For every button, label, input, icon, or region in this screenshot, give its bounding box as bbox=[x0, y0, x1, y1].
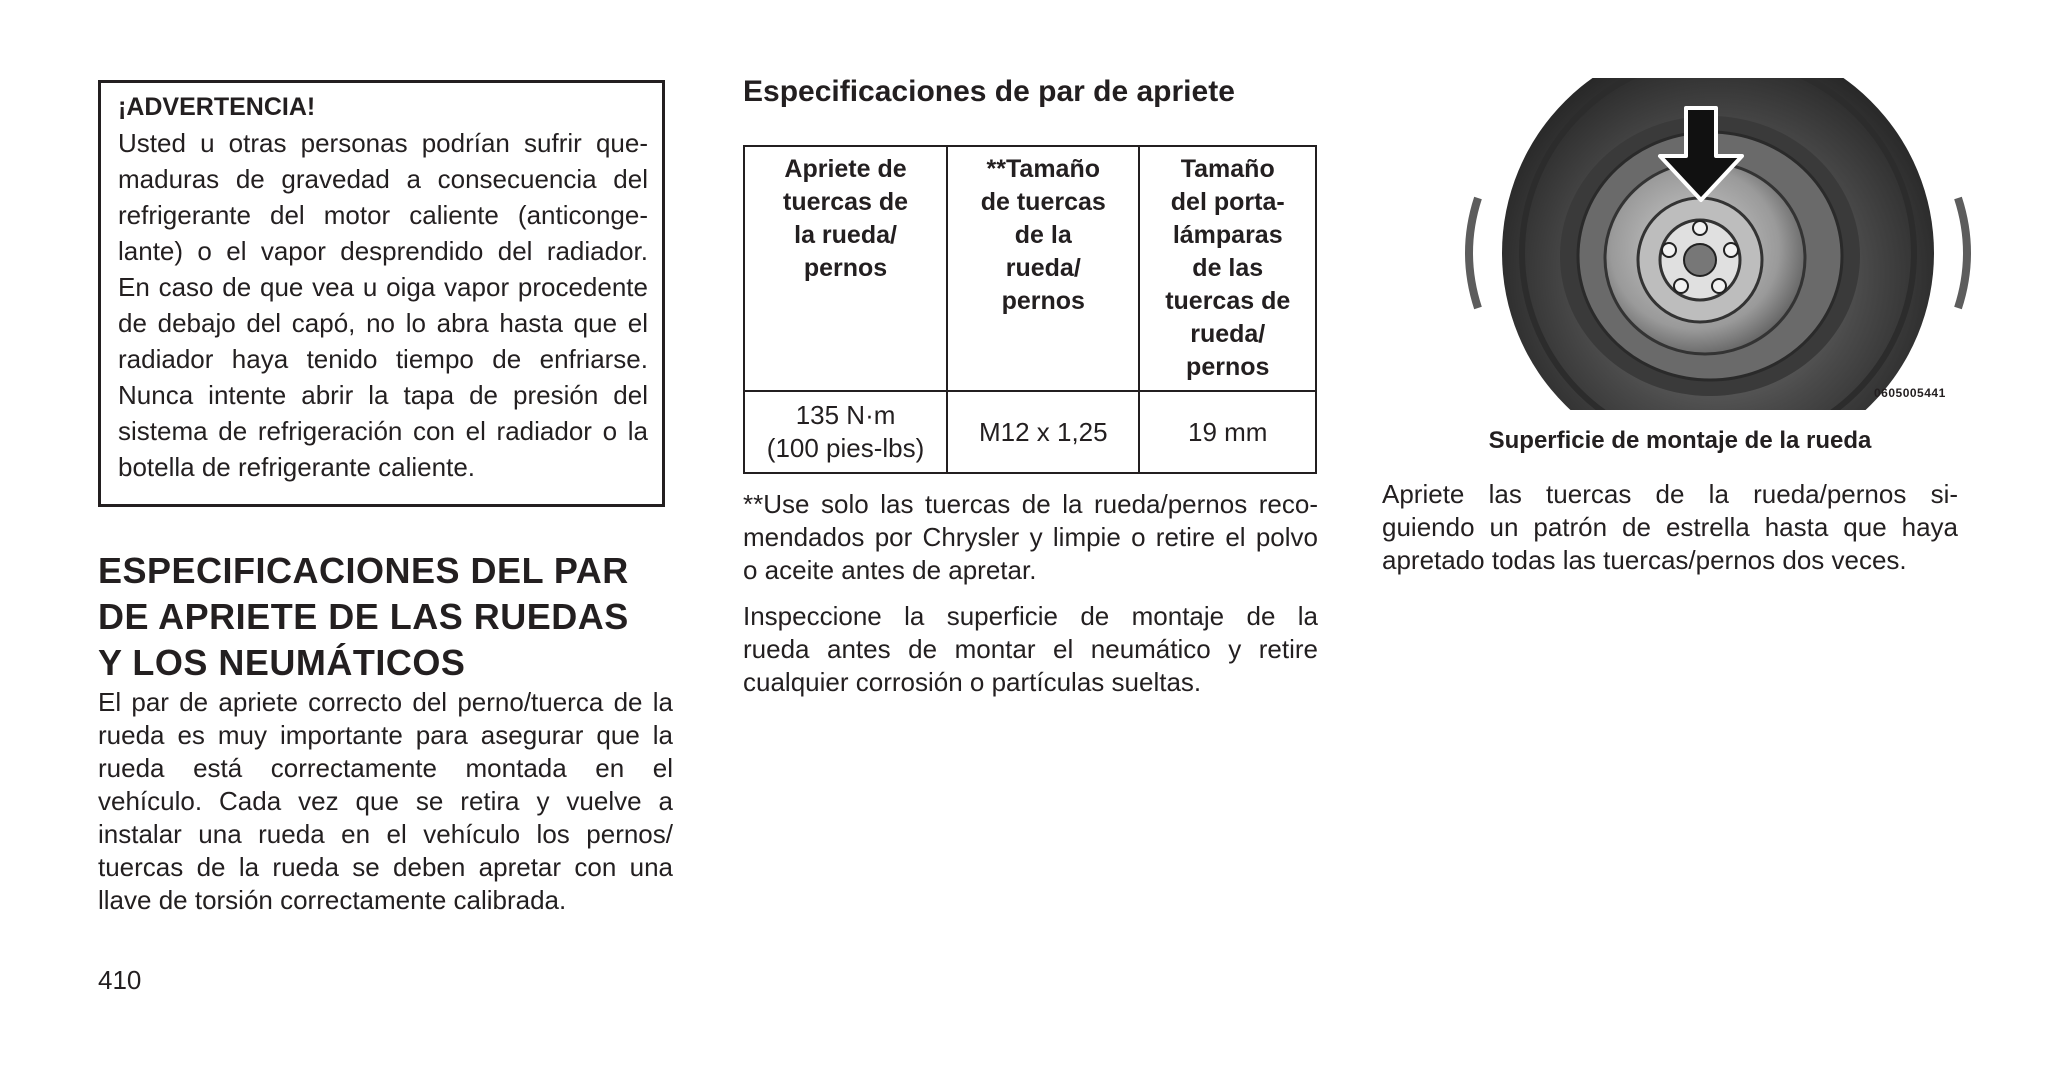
table-cell bbox=[1139, 391, 1316, 473]
header-line: la rueda/ bbox=[794, 221, 897, 249]
cell-line: (100 pies-lbs) bbox=[766, 433, 925, 463]
header-line: Tamaño bbox=[1180, 155, 1275, 183]
table-row bbox=[744, 391, 1316, 473]
header-line: de la bbox=[1014, 221, 1072, 249]
warning-line: Nunca intente abrir la tapa de presión del bbox=[118, 380, 648, 410]
para-line: apretado todas las tuercas/pernos dos veces. bbox=[1382, 545, 1907, 575]
para-line: cualquier corrosión o partículas sueltas. bbox=[743, 667, 1202, 697]
warning-line: Usted u otras personas podrían sufrir que- bbox=[118, 128, 648, 158]
spec-heading: Especificaciones de par de apriete bbox=[743, 75, 1235, 108]
header-line: del porta- bbox=[1170, 188, 1285, 216]
warning-line: sistema de refrigeración con el radiador o la bbox=[118, 416, 648, 446]
header-line: rueda/ bbox=[1190, 320, 1266, 348]
cell-line: 135 N·m bbox=[795, 400, 896, 430]
section-heading-line: DE APRIETE DE LAS RUEDAS bbox=[98, 596, 629, 637]
inspection-paragraph bbox=[743, 600, 1318, 699]
section-heading bbox=[98, 548, 678, 686]
body-line: rueda es muy importante para asegurar que la bbox=[98, 720, 673, 750]
para-line: Inspeccione la superficie de montaje de la bbox=[743, 601, 1318, 631]
header-line: pernos bbox=[1186, 353, 1270, 381]
header-line: tuercas de bbox=[1165, 287, 1291, 315]
table-cell bbox=[947, 391, 1139, 473]
note-line: o aceite antes de apretar. bbox=[743, 555, 1037, 585]
body-line: tuercas de la rueda se deben apretar con una bbox=[98, 852, 673, 882]
page-number: 410 bbox=[98, 965, 142, 995]
body-line: instalar una rueda en el vehículo los pernos/ bbox=[98, 819, 673, 849]
para-line: rueda antes de montar el neumático y retire bbox=[743, 634, 1318, 664]
section-heading-line: Y LOS NEUMÁTICOS bbox=[98, 642, 466, 683]
para-line: guiendo un patrón de estrella hasta que haya bbox=[1382, 512, 1958, 542]
body-line: El par de apriete correcto del perno/tuerca de la bbox=[98, 687, 673, 717]
note-line: mendados por Chrysler y limpie o retire el polvo bbox=[743, 522, 1318, 552]
section-body bbox=[98, 686, 673, 917]
table-header-cell bbox=[1139, 146, 1316, 391]
figure-caption: Superficie de montaje de la rueda bbox=[1488, 427, 1872, 454]
body-line: vehículo. Cada vez que se retira y vuelve a bbox=[98, 786, 673, 816]
header-line: **Tamaño bbox=[986, 155, 1100, 183]
header-line: lámparas bbox=[1172, 221, 1283, 249]
header-line: tuercas de bbox=[783, 188, 909, 216]
cell-line: M12 x 1,25 bbox=[978, 416, 1108, 447]
torque-spec-table bbox=[743, 145, 1317, 474]
header-line: de las bbox=[1192, 254, 1264, 282]
cell-line: 19 mm bbox=[1188, 416, 1268, 447]
table-header-row bbox=[744, 146, 1316, 391]
warning-title: ¡ADVERTENCIA! bbox=[118, 93, 316, 121]
tightening-paragraph bbox=[1382, 478, 1958, 577]
table-header-cell bbox=[947, 146, 1139, 391]
warning-line: En caso de que vea u oiga vapor procedente bbox=[118, 272, 648, 302]
header-line: de tuercas bbox=[980, 188, 1106, 216]
warning-line: maduras de gravedad a consecuencia del bbox=[118, 164, 648, 194]
body-line: rueda está correctamente montada en el bbox=[98, 753, 673, 783]
warning-box bbox=[98, 80, 665, 507]
para-line: Apriete las tuercas de la rueda/pernos si- bbox=[1382, 479, 1958, 509]
warning-line: radiador haya tenido tiempo de enfriarse. bbox=[118, 344, 648, 374]
header-line: pernos bbox=[1001, 287, 1085, 315]
table-cell bbox=[744, 391, 947, 473]
warning-line: de debajo del capó, no lo abra hasta que el bbox=[118, 308, 648, 338]
wheel-mounting-surface-illustration bbox=[1460, 78, 1976, 410]
section-heading-line: ESPECIFICACIONES DEL PAR bbox=[98, 550, 629, 591]
note-line: **Use solo las tuercas de la rueda/pernos reco- bbox=[743, 489, 1318, 519]
table-header-cell bbox=[744, 146, 947, 391]
warning-line: botella de refrigerante caliente. bbox=[118, 452, 476, 482]
figure-code: 0605005441 bbox=[1874, 386, 1946, 400]
header-line: Apriete de bbox=[784, 155, 907, 183]
table-footnote bbox=[743, 488, 1318, 587]
warning-line: refrigerante del motor caliente (anticonge- bbox=[118, 200, 648, 230]
header-line: pernos bbox=[803, 254, 888, 282]
warning-line: lante) o el vapor desprendido del radiador. bbox=[118, 236, 648, 266]
header-line: rueda/ bbox=[1005, 254, 1081, 282]
body-line: llave de torsión correctamente calibrada. bbox=[98, 885, 567, 915]
